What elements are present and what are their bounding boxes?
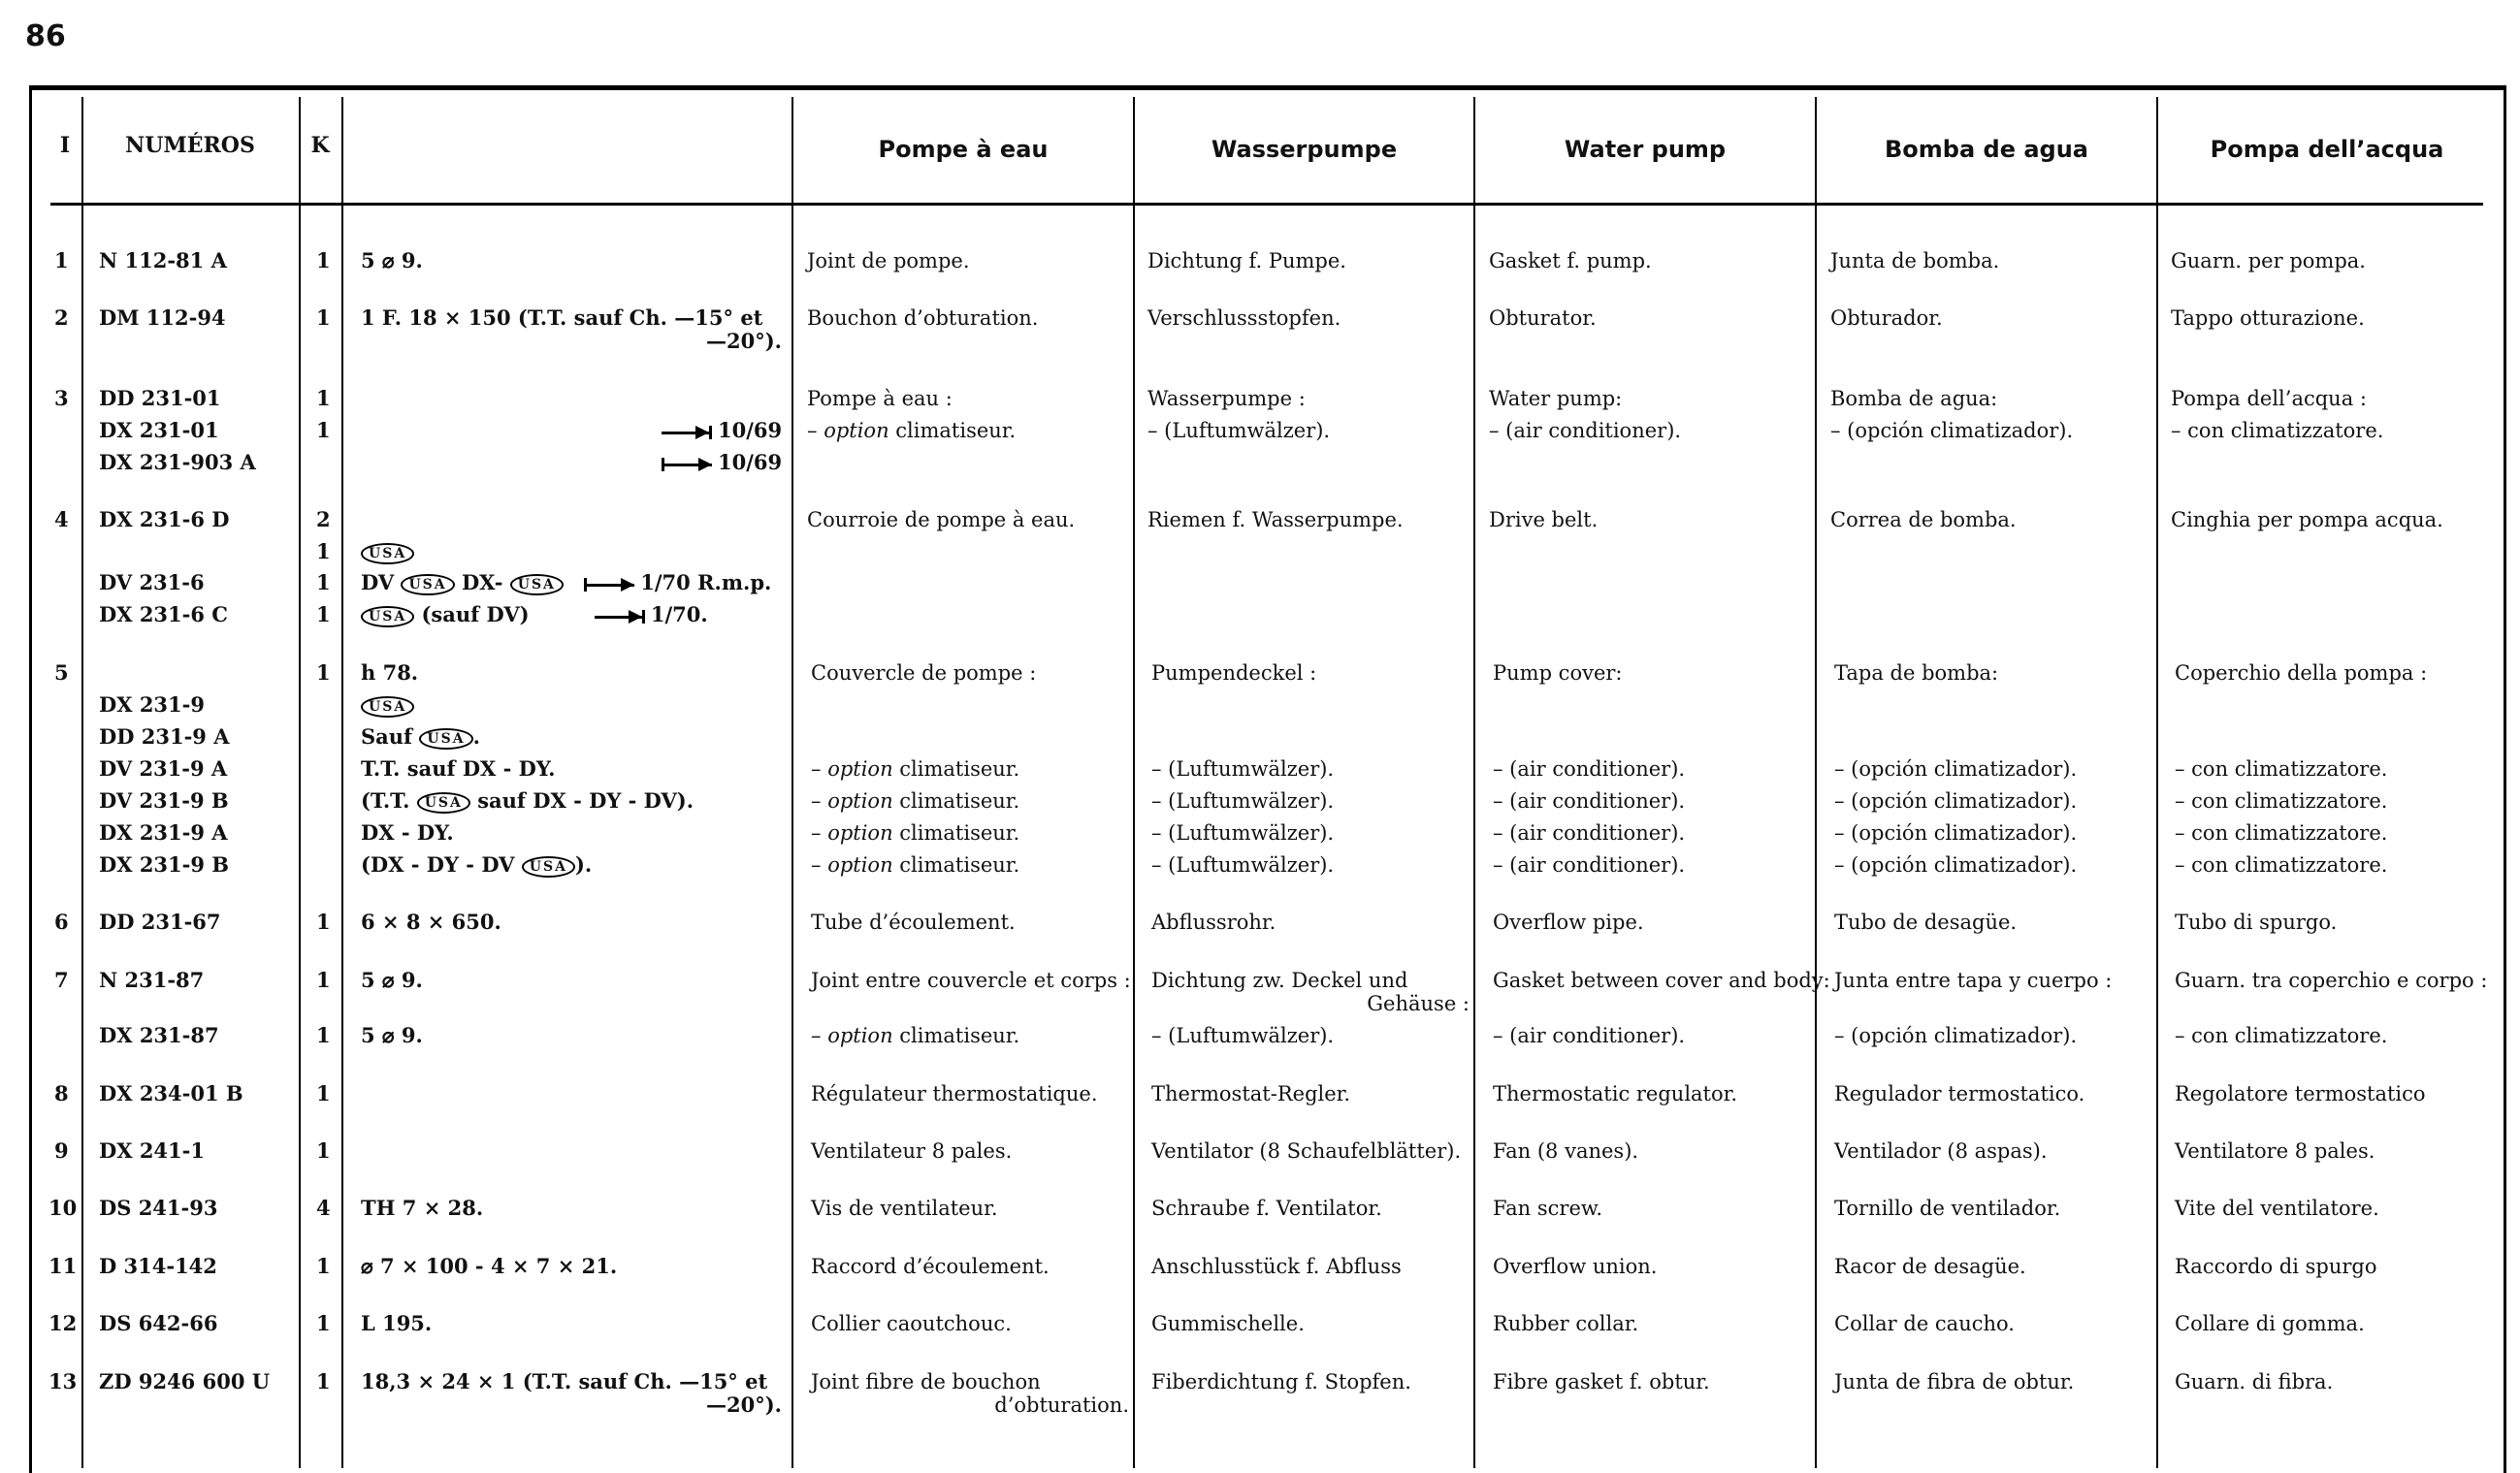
desc-fr: Joint entre couvercle et corps : <box>811 969 1131 992</box>
desc-fr: Pompe à eau : <box>807 387 953 410</box>
desc-it: Guarn. di fibra. <box>2175 1370 2334 1393</box>
row-index: 6 <box>54 910 69 934</box>
quantity: 1 <box>316 910 331 934</box>
desc-it: – con climatizzatore. <box>2175 821 2388 845</box>
desc-fr: Vis de ventilateur. <box>811 1197 998 1220</box>
desc-fr: Raccord d’écoulement. <box>811 1255 1050 1278</box>
desc-de: – (Luftumwälzer). <box>1151 1024 1335 1047</box>
spec-text: DX- <box>454 570 510 594</box>
quantity: 1 <box>316 1369 331 1393</box>
desc-es: Collar de caucho. <box>1834 1312 2015 1335</box>
desc-de: – (Luftumwälzer). <box>1151 789 1335 813</box>
desc-fr <box>811 819 1019 847</box>
desc-es: Ventilador (8 aspas). <box>1834 1139 2048 1163</box>
desc-it: Ventilatore 8 pales. <box>2175 1139 2375 1163</box>
quantity: 1 <box>316 660 331 685</box>
desc-it: Tubo di spurgo. <box>2175 911 2338 934</box>
specification-continued: —20°). <box>706 329 782 353</box>
desc-de: Verschlussstopfen. <box>1147 306 1341 330</box>
column-divider <box>792 97 793 1468</box>
desc-es: – (opción climatizador). <box>1834 853 2078 877</box>
desc-de: Dichtung zw. Deckel und <box>1151 969 1408 992</box>
from-date-arrow-icon <box>584 578 634 592</box>
desc-fr: Bouchon d’obturation. <box>807 306 1039 330</box>
option-text: option <box>827 853 893 877</box>
desc-es: – (opción climatizador). <box>1830 419 2074 442</box>
desc-en: Thermostatic regulator. <box>1493 1082 1738 1105</box>
desc-de: – (Luftumwälzer). <box>1151 853 1335 877</box>
header-german: Wasserpumpe <box>1211 136 1398 163</box>
quantity: 1 <box>316 248 331 272</box>
quantity: 1 <box>316 1311 331 1335</box>
row-index: 1 <box>54 248 69 272</box>
desc-it: Guarn. tra coperchio e corpo : <box>2175 969 2488 992</box>
usa-badge-icon: USA <box>361 606 414 627</box>
desc-en: Gasket between cover and body: <box>1493 969 1830 992</box>
spec-text: (T.T. <box>361 788 417 813</box>
desc-en: – (air conditioner). <box>1493 789 1686 813</box>
desc-de: Thermostat-Regler. <box>1151 1082 1351 1105</box>
desc-es: Junta entre tapa y cuerpo : <box>1834 969 2113 992</box>
option-text: option <box>827 789 893 813</box>
desc-fr: Collier caoutchouc. <box>811 1312 1012 1335</box>
desc-fr <box>811 787 1019 815</box>
column-divider <box>341 97 343 1468</box>
part-number: DV 231-6 <box>99 570 205 594</box>
validity-from <box>662 449 782 476</box>
desc-de: Fiberdichtung f. Stopfen. <box>1151 1370 1411 1393</box>
specification-continued: —20°). <box>706 1393 782 1417</box>
desc-en: Rubber collar. <box>1493 1312 1639 1335</box>
specification <box>361 723 480 751</box>
desc-it: Pompa dell’acqua : <box>2171 387 2367 410</box>
header-rule <box>50 203 2483 206</box>
specification: TH 7 × 28. <box>361 1196 484 1220</box>
until-date-arrow-icon <box>595 610 645 624</box>
desc-es: Regulador termostatico. <box>1834 1082 2085 1105</box>
quantity: 1 <box>316 418 331 442</box>
quantity: 1 <box>316 1023 331 1047</box>
header-spanish: Bomba de agua <box>1885 136 2088 163</box>
part-number: DX 231-903 A <box>99 450 256 474</box>
part-number: DX 231-9 <box>99 692 205 717</box>
desc-en: Overflow pipe. <box>1493 911 1644 934</box>
quantity: 1 <box>316 968 331 992</box>
specification <box>361 691 414 719</box>
date-label: 1/70. <box>650 602 708 626</box>
desc-text: climatiseur. <box>892 853 1020 877</box>
header-part-numbers: NUMÉROS <box>125 133 255 158</box>
usa-badge-icon: USA <box>510 574 564 595</box>
part-number: DS 642-66 <box>99 1311 218 1335</box>
option-text: option <box>827 821 893 845</box>
dash-text: – <box>811 789 828 813</box>
desc-en: – (air conditioner). <box>1493 1024 1686 1047</box>
part-number: DX 234-01 B <box>99 1081 243 1105</box>
column-divider <box>2156 97 2158 1468</box>
spec-text: (sauf DV) <box>414 602 530 626</box>
spec-text: . <box>472 724 480 749</box>
quantity: 1 <box>316 1254 331 1278</box>
page-number: 86 <box>25 19 66 53</box>
option-text: option <box>827 1024 893 1047</box>
desc-es: – (opción climatizador). <box>1834 757 2078 781</box>
specification: ⌀ 7 × 100 - 4 × 7 × 21. <box>361 1254 618 1278</box>
desc-fr: Ventilateur 8 pales. <box>811 1139 1013 1163</box>
desc-text: climatiseur. <box>892 789 1020 813</box>
header-quantity: K <box>310 133 330 158</box>
quantity: 1 <box>316 1138 331 1163</box>
quantity: 1 <box>316 539 331 563</box>
specification <box>361 569 771 596</box>
usa-badge-icon: USA <box>401 574 454 595</box>
desc-es: Correa de bomba. <box>1830 508 2017 531</box>
desc-it: Coperchio della pompa : <box>2175 661 2428 685</box>
quantity: 1 <box>316 305 331 330</box>
quantity: 4 <box>316 1196 331 1220</box>
desc-fr <box>811 1022 1019 1049</box>
desc-es: Tapa de bomba: <box>1834 661 1999 685</box>
usa-badge-icon: USA <box>417 792 470 814</box>
specification <box>361 787 694 815</box>
desc-text: climatiseur. <box>892 1024 1020 1047</box>
dash-text: – <box>811 1024 828 1047</box>
usa-badge-icon: USA <box>522 856 575 878</box>
specification: 1 F. 18 × 150 (T.T. sauf Ch. —15° et <box>361 305 763 330</box>
desc-fr: Courroie de pompe à eau. <box>807 508 1076 531</box>
desc-de: Abflussrohr. <box>1151 911 1276 934</box>
desc-en: – (air conditioner). <box>1493 757 1686 781</box>
part-number: DX 231-6 D <box>99 507 230 531</box>
quantity: 1 <box>316 386 331 410</box>
desc-it: Collare di gomma. <box>2175 1312 2365 1335</box>
from-date-arrow-icon <box>662 458 712 471</box>
dash-text: – <box>811 757 828 781</box>
specification: T.T. sauf DX - DY. <box>361 756 556 781</box>
desc-it: Tappo otturazione. <box>2171 306 2365 330</box>
desc-it: Vite del ventilatore. <box>2175 1197 2379 1220</box>
desc-de: Schraube f. Ventilator. <box>1151 1197 1382 1220</box>
dash-text: – <box>811 821 828 845</box>
spec-text: DV <box>361 570 402 594</box>
desc-es: Junta de fibra de obtur. <box>1834 1370 2075 1393</box>
desc-es: – (opción climatizador). <box>1834 821 2078 845</box>
desc-en: Fan (8 vanes). <box>1493 1139 1639 1163</box>
date-label: 10/69 <box>718 450 783 474</box>
row-index: 7 <box>54 968 69 992</box>
desc-it: Guarn. per pompa. <box>2171 249 2366 272</box>
desc-it: – con climatizzatore. <box>2175 757 2388 781</box>
part-number: DD 231-9 A <box>99 724 230 749</box>
header-index: I <box>59 133 71 158</box>
until-date-arrow-icon <box>662 426 712 439</box>
row-index: 2 <box>54 305 69 330</box>
spec-text: sauf DX - DY - DV). <box>469 788 695 813</box>
specification: DX - DY. <box>361 820 454 845</box>
part-number: DX 231-6 C <box>99 602 229 626</box>
desc-it: Cinghia per pompa acqua. <box>2171 508 2443 531</box>
date-label: 10/69 <box>718 418 783 442</box>
desc-fr <box>811 851 1019 879</box>
desc-en: Fan screw. <box>1493 1197 1603 1220</box>
desc-fr <box>811 755 1019 783</box>
desc-it: – con climatizzatore. <box>2175 853 2388 877</box>
column-divider <box>299 97 301 1468</box>
validity-until <box>662 417 782 444</box>
part-number: DS 241-93 <box>99 1196 218 1220</box>
desc-en: Drive belt. <box>1489 508 1599 531</box>
specification: 5 ⌀ 9. <box>361 1023 423 1047</box>
specification <box>361 601 708 628</box>
part-number: DD 231-67 <box>99 910 221 934</box>
desc-fr: Régulateur thermostatique. <box>811 1082 1098 1105</box>
quantity: 1 <box>316 570 331 594</box>
desc-en: Fibre gasket f. obtur. <box>1493 1370 1710 1393</box>
desc-en: – (air conditioner). <box>1493 821 1686 845</box>
specification: 18,3 × 24 × 1 (T.T. sauf Ch. —15° et <box>361 1369 768 1393</box>
desc-en: – (air conditioner). <box>1489 419 1682 442</box>
desc-en: – (air conditioner). <box>1493 853 1686 877</box>
desc-es: Tubo de desagüe. <box>1834 911 2018 934</box>
desc-it: – con climatizzatore. <box>2175 1024 2388 1047</box>
specification: h 78. <box>361 660 419 685</box>
row-index: 8 <box>54 1081 69 1105</box>
column-divider <box>81 97 83 1468</box>
desc-text: climatiseur. <box>888 419 1017 442</box>
column-divider <box>1815 97 1817 1468</box>
dash-text: – <box>811 853 828 877</box>
column-divider <box>1473 97 1475 1468</box>
desc-it: – con climatizzatore. <box>2175 789 2388 813</box>
desc-de: Dichtung f. Pumpe. <box>1147 249 1346 272</box>
part-number: N 231-87 <box>99 968 205 992</box>
part-number: ZD 9246 600 U <box>99 1369 271 1393</box>
desc-fr: Couvercle de pompe : <box>811 661 1037 685</box>
row-index: 12 <box>48 1311 78 1335</box>
specification: 5 ⌀ 9. <box>361 248 423 272</box>
row-index: 4 <box>54 507 69 531</box>
desc-en: Obturator. <box>1489 306 1597 330</box>
desc-es: Racor de desagüe. <box>1834 1255 2026 1278</box>
part-number: D 314-142 <box>99 1254 217 1278</box>
row-index: 9 <box>54 1138 69 1163</box>
desc-en: Water pump: <box>1489 387 1623 410</box>
desc-de-continued: Gehäuse : <box>1367 992 1470 1015</box>
specification: L 195. <box>361 1311 433 1335</box>
desc-de: – (Luftumwälzer). <box>1151 757 1335 781</box>
date-label: 1/70 R.m.p. <box>640 570 772 594</box>
desc-es: Obturador. <box>1830 306 1943 330</box>
desc-es: Junta de bomba. <box>1830 249 2000 272</box>
desc-es: Bomba de agua: <box>1830 387 1998 410</box>
part-number: DX 231-9 A <box>99 820 228 845</box>
part-number: DV 231-9 A <box>99 756 228 781</box>
desc-de: Wasserpumpe : <box>1147 387 1306 410</box>
desc-es: – (opción climatizador). <box>1834 1024 2078 1047</box>
row-index: 11 <box>48 1254 78 1278</box>
desc-fr <box>807 417 1016 444</box>
quantity: 1 <box>316 1081 331 1105</box>
option-text: option <box>824 419 889 442</box>
header-french: Pompe à eau <box>878 136 1049 163</box>
row-index: 10 <box>48 1196 78 1220</box>
desc-fr-continued: d’obturation. <box>994 1393 1129 1417</box>
part-number: DM 112-94 <box>99 305 226 330</box>
desc-fr: Joint de pompe. <box>807 249 970 272</box>
desc-de: Pumpendeckel : <box>1151 661 1317 685</box>
part-number: DX 231-01 <box>99 418 219 442</box>
desc-it: Raccordo di spurgo <box>2175 1255 2377 1278</box>
quantity: 1 <box>316 602 331 626</box>
specification <box>361 538 414 565</box>
option-text: option <box>827 757 893 781</box>
desc-text: climatiseur. <box>892 821 1020 845</box>
desc-de: Riemen f. Wasserpumpe. <box>1147 508 1404 531</box>
desc-fr: Tube d’écoulement. <box>811 911 1016 934</box>
desc-es: Tornillo de ventilador. <box>1834 1197 2061 1220</box>
part-number: DV 231-9 B <box>99 788 229 813</box>
desc-de: – (Luftumwälzer). <box>1147 419 1331 442</box>
desc-fr: Joint fibre de bouchon <box>811 1370 1041 1393</box>
desc-text: climatiseur. <box>892 757 1020 781</box>
desc-de: Gummischelle. <box>1151 1312 1305 1335</box>
column-divider <box>1133 97 1135 1468</box>
spec-text: (DX - DY - DV <box>361 852 522 877</box>
usa-badge-icon: USA <box>361 543 414 564</box>
part-number: DX 231-87 <box>99 1023 219 1047</box>
dash-text: – <box>807 419 824 442</box>
header-italian: Pompa dell’acqua <box>2210 136 2444 163</box>
row-index: 13 <box>48 1369 78 1393</box>
part-number: N 112-81 A <box>99 248 227 272</box>
desc-en: Pump cover: <box>1493 661 1623 685</box>
desc-de: Anschlusstück f. Abfluss <box>1151 1255 1402 1278</box>
usa-badge-icon: USA <box>419 728 472 750</box>
desc-de: Ventilator (8 Schaufelblätter). <box>1151 1139 1462 1163</box>
desc-de: – (Luftumwälzer). <box>1151 821 1335 845</box>
part-number: DD 231-01 <box>99 386 221 410</box>
spec-text: ). <box>574 852 593 877</box>
desc-it: Regolatore termostatico <box>2175 1082 2426 1105</box>
row-index: 5 <box>54 660 69 685</box>
specification: 6 × 8 × 650. <box>361 910 501 934</box>
quantity: 2 <box>316 507 331 531</box>
desc-en: Overflow union. <box>1493 1255 1658 1278</box>
usa-badge-icon: USA <box>361 696 414 718</box>
spec-text: Sauf <box>361 724 420 749</box>
desc-es: – (opción climatizador). <box>1834 789 2078 813</box>
row-index: 3 <box>54 386 69 410</box>
desc-en: Gasket f. pump. <box>1489 249 1652 272</box>
specification: 5 ⌀ 9. <box>361 968 423 992</box>
part-number: DX 241-1 <box>99 1138 205 1163</box>
header-english: Water pump <box>1564 136 1727 163</box>
part-number: DX 231-9 B <box>99 852 230 877</box>
desc-it: – con climatizzatore. <box>2171 419 2384 442</box>
specification <box>361 851 592 879</box>
